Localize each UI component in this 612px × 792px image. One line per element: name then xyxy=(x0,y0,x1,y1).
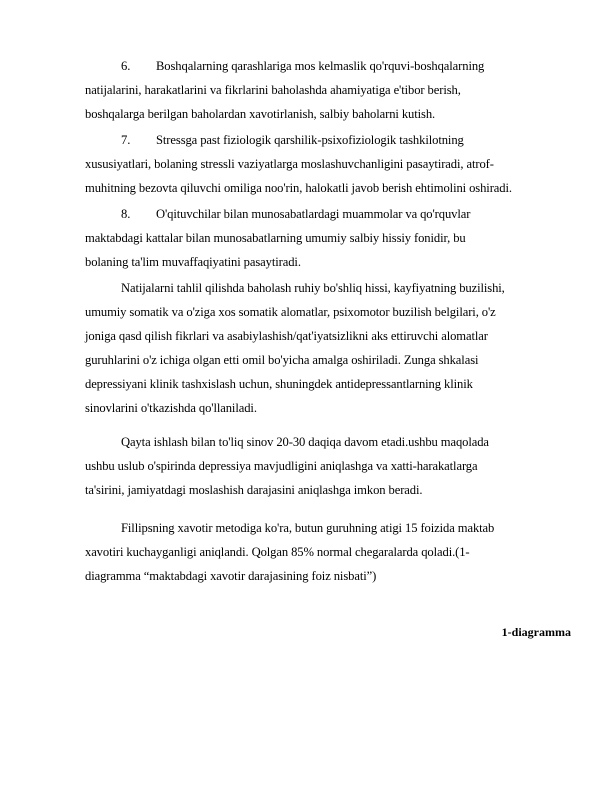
list-item-text: O'qituvchilar bilan munosabatlardagi muammolar va qo'rquvlar xyxy=(156,207,471,221)
paragraph-2-line-1: Qayta ishlash bilan to'liq sinov 20-30 daqiqa davom etadi.ushbu maqolada xyxy=(121,435,489,449)
paragraph-3-line-2: xavotiri kuchayganligi aniqlandi. Qolgan 85% normal chegaralarda qoladi.(1- xyxy=(85,545,470,559)
paragraph-1-line-4: guruhlarini o'z ichiga olgan etti omil bo'yicha amalga oshiriladi. Zunga shkalasi xyxy=(85,353,479,367)
list-item-7-first-line xyxy=(121,132,464,148)
list-item-6-line-2: natijalarini, harakatlarini va fikrlarini baholashda ahamiyatiga e'tibor berish, xyxy=(85,83,461,97)
paragraph-3-line-1: Fillipsning xavotir metodiga ko'ra, butun guruhning atigi 15 foizida maktab xyxy=(121,521,495,535)
diagram-caption: 1-diagramma xyxy=(501,625,571,639)
paragraph-3-line-3: diagramma “maktabdagi xavotir darajasining foiz nisbati”) xyxy=(85,569,377,583)
list-item-text: Stressga past fiziologik qarshilik-psixofiziologik tashkilotning xyxy=(156,133,464,147)
list-item-8-first-line xyxy=(121,206,470,222)
list-item-6-line-3: boshqalarga berilgan baholardan xavotirlanish, salbiy baholarni kutish. xyxy=(85,107,436,121)
list-item-number: 8. xyxy=(121,207,131,221)
list-item-7-line-2: xususiyatlari, bolaning stressli vaziyatlarga moslashuvchanligini pasaytiradi, atrof- xyxy=(85,157,494,171)
list-item-8-line-2: maktabdagi kattalar bilan munosabatlarning umumiy salbiy hissiy fonidir, bu xyxy=(85,231,466,245)
list-item-8-line-3: bolaning ta'lim muvaffaqiyatini pasaytiradi. xyxy=(85,255,301,269)
paragraph-2-line-3: ta'sirini, jamiyatdagi moslashish darajasini aniqlashga imkon beradi. xyxy=(85,483,423,497)
paragraph-1-line-5: depressiyani klinik tashxislash uchun, shuningdek antidepressantlarning klinik xyxy=(85,377,473,391)
list-item-6-first-line xyxy=(121,58,484,74)
paragraph-1-line-6: sinovlarini o'tkazishda qo'llaniladi. xyxy=(85,401,257,415)
paragraph-1-line-2: umumiy somatik va o'ziga xos somatik alomatlar, psixomotor buzilish belgilari, o'z xyxy=(85,305,496,319)
list-item-number: 7. xyxy=(121,133,131,147)
paragraph-1-line-1: Natijalarni tahlil qilishda baholash ruhiy bo'shliq hissi, kayfiyatning buzilishi, xyxy=(121,281,505,295)
list-item-text: Boshqalarning qarashlariga mos kelmaslik qo'rquvi-boshqalarning xyxy=(156,59,485,73)
list-item-7-line-3: muhitning bezovta qiluvchi omiliga noo'rin, halokatli javob berish ehtimolini oshiradi. xyxy=(85,181,512,195)
list-item-number: 6. xyxy=(121,59,131,73)
paragraph-2-line-2: ushbu uslub o'spirinda depressiya mavjudligini aniqlashga va xatti-harakatlarga xyxy=(85,459,478,473)
paragraph-1-line-3: joniga qasd qilish fikrlari va asabiylashish/qat'iyatsizlikni aks ettiruvchi alomatlar xyxy=(85,329,488,343)
